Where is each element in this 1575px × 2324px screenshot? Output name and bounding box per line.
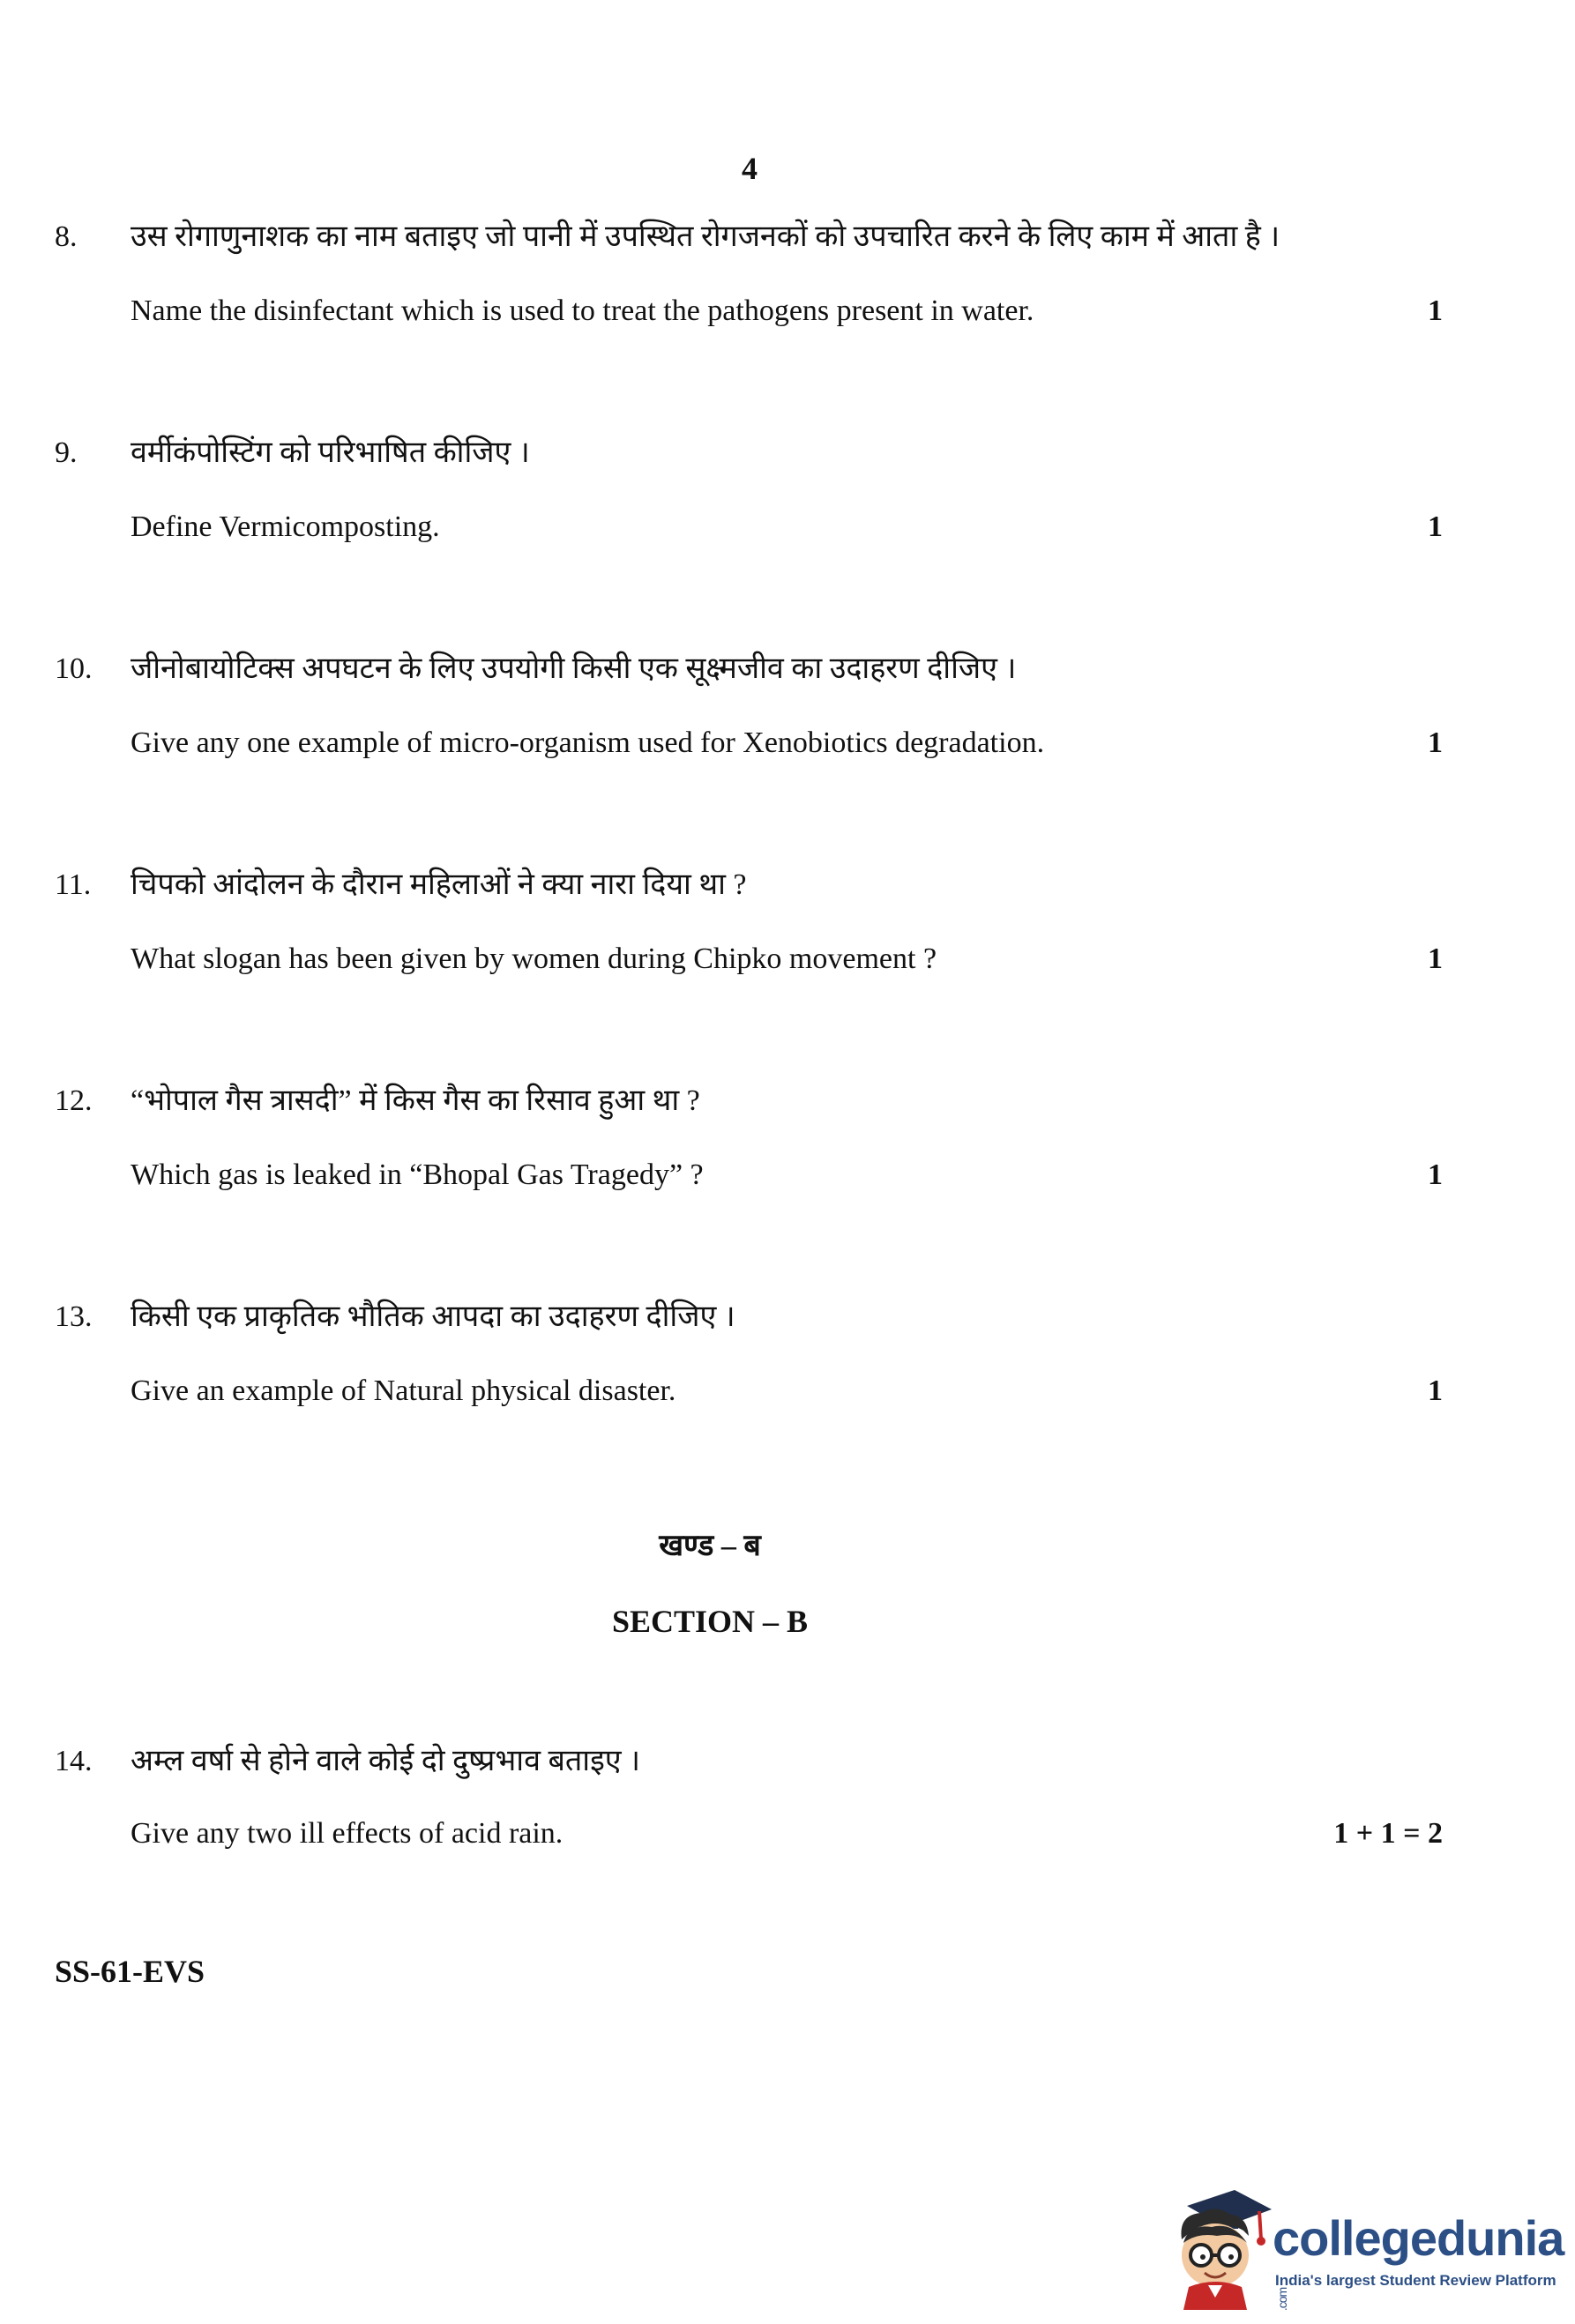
question-11-number: 11.: [55, 868, 92, 901]
question-10-hindi-text: जीनोबायोटिक्स अपघटन के लिए उपयोगी किसी एक सूक्ष्मजीव का उदाहरण दीजिए ।: [131, 652, 1017, 685]
question-9-hindi-text: वर्मीकंपोस्टिंग को परिभाषित कीजिए ।: [131, 436, 530, 469]
question-13-english: Give an example of Natural physical disaster.: [131, 1374, 676, 1407]
question-14-english: Give any two ill effects of acid rain.: [131, 1817, 564, 1850]
question-9-english: Define Vermicomposting.: [131, 510, 440, 543]
question-8-marks: 1: [1428, 294, 1443, 327]
page-number: 4: [742, 151, 758, 186]
question-11-hindi: [55, 862, 747, 903]
question-11-marks: 1: [1428, 942, 1443, 975]
paper-code: SS-61-EVS: [55, 1954, 205, 1989]
question-10-hindi: [55, 646, 1016, 687]
section-b-heading: SECTION – B: [611, 1604, 809, 1639]
question-12-number: 12.: [55, 1084, 93, 1117]
question-10-number: 10.: [55, 652, 93, 685]
question-14-hindi-text: अम्ल वर्षा से होने वाले कोई दो दुष्प्रभाव बताइए ।: [131, 1745, 640, 1777]
question-8-number: 8.: [55, 220, 78, 253]
brand-name: collegedunia.com: [1273, 2210, 1564, 2312]
question-13-number: 13.: [55, 1300, 93, 1333]
question-13-hindi: [55, 1294, 735, 1335]
question-14-marks: 1 + 1 = 2: [1333, 1817, 1443, 1850]
question-10-marks: 1: [1428, 726, 1443, 759]
question-8-hindi-text: उस रोगाणुनाशक का नाम बताइए जो पानी में उपस्थित रोगजनकों को उपचारित करने के लिए काम में आता है ।: [131, 220, 1280, 253]
collegedunia-branding: [1162, 2178, 1568, 2310]
question-9-hindi: [55, 430, 530, 471]
student-mascot-icon: [1162, 2178, 1277, 2310]
question-12-hindi-text: “भोपाल गैस त्रासदी” में किस गैस का रिसाव हुआ था ?: [131, 1084, 700, 1117]
question-12-hindi: [55, 1078, 700, 1119]
question-8-english: Name the disinfectant which is used to treat the pathogens present in water.: [131, 294, 1034, 327]
question-14-number: 14.: [55, 1745, 93, 1777]
section-b-hindi-heading: खण्ड – ब: [659, 1530, 761, 1562]
question-11-hindi-text: चिपको आंदोलन के दौरान महिलाओं ने क्या नारा दिया था ?: [131, 868, 747, 901]
brand-suffix: .com: [1275, 2288, 1290, 2312]
question-11-english: What slogan has been given by women during Chipko movement ?: [131, 942, 937, 975]
question-13-hindi-text: किसी एक प्राकृतिक भौतिक आपदा का उदाहरण दीजिए ।: [131, 1300, 735, 1333]
question-9-marks: 1: [1428, 510, 1443, 543]
question-12-marks: 1: [1428, 1158, 1443, 1191]
brand-tagline: India's largest Student Review Platform: [1275, 2272, 1556, 2289]
question-12-english: Which gas is leaked in “Bhopal Gas Tragedy” ?: [131, 1158, 704, 1191]
question-10-english: Give any one example of micro-organism used for Xenobiotics degradation.: [131, 726, 1045, 759]
question-14-hindi: [55, 1739, 640, 1779]
question-13-marks: 1: [1428, 1374, 1443, 1407]
question-9-number: 9.: [55, 436, 78, 469]
question-8-hindi: [55, 214, 1280, 255]
